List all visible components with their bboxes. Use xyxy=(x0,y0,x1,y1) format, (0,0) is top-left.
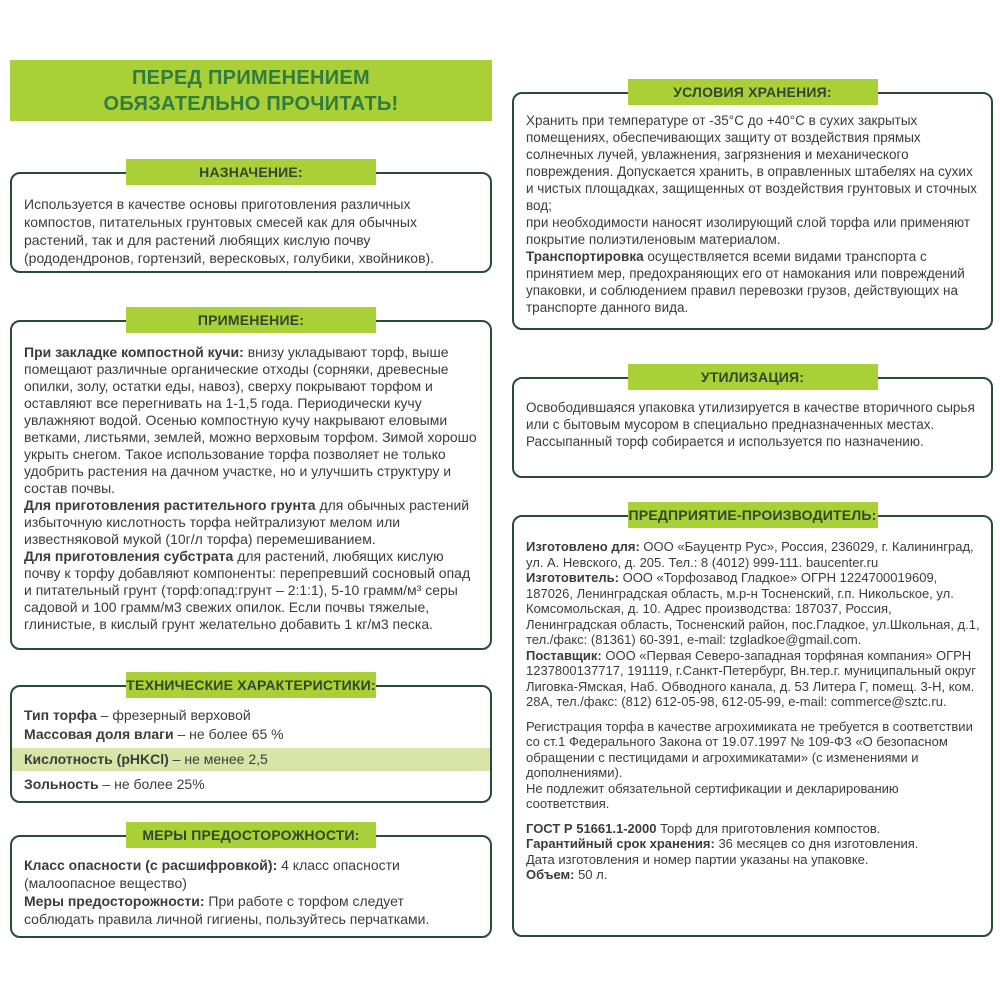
spacer xyxy=(526,812,981,821)
paragraph: Используется в качестве основы приготовления различных компостов, питательных грунтовых смесей как для обычных растений, так и для растений любящих кислую почву (рододендронов, гортензий, вересковых, голубики, хвойников). xyxy=(24,196,435,266)
section-precautions-label: МЕРЫ ПРЕДОСТОРОЖНОСТИ: xyxy=(126,822,376,848)
paragraph: ГОСТ Р 51661.1-2000 Торф для приготовления компостов. xyxy=(526,820,881,836)
paragraph: Не подлежит обязательной сертификации и декларированию соответствия. xyxy=(526,780,899,811)
section-storage-conditions-label: УСЛОВИЯ ХРАНЕНИЯ: xyxy=(628,79,878,105)
section-manufacturer xyxy=(512,507,993,937)
section-manufacturer-content xyxy=(514,517,991,935)
paragraph: Изготовитель: ООО «Торфозавод Гладкое» ОГРН 1224700019609, 187026, Ленинградская область, м.р-н Тосненский, г.п. Никольское, ул. Комсомольская, д. 10. Адрес производства: 187037, Россия, Ленинградская область, Тосненский район, пос.Гладкое, ул.Школьная, д.1, тел./факс: (81361) 60-391, e-mail: tzgladkoe@gmail.com. xyxy=(526,570,980,647)
paragraph: Освободившаяся упаковка утилизируется в качестве вторичного сырья или с бытовым мусором в специально предназначенных местах. Рассыпанный торф собирается и используется по назначению. xyxy=(526,400,975,449)
paragraph: Тип торфа – фрезерный верховой xyxy=(24,707,251,723)
section-purpose-content xyxy=(12,174,490,271)
paragraph: Меры предосторожности: При работе с торфом следует соблюдать правила личной гигиены, пользуйтесь перчатками. xyxy=(24,893,430,927)
banner-title-line2: ОБЯЗАТЕЛЬНО ПРОЧИТАТЬ! xyxy=(103,92,399,115)
section-application xyxy=(10,312,492,650)
paragraph: Массовая доля влаги – не более 65 % xyxy=(24,726,284,742)
section-technical-specs-label: ТЕХНИЧЕСКИЕ ХАРАКТЕРИСТИКИ: xyxy=(126,672,376,698)
section-disposal-content xyxy=(514,379,991,476)
section-manufacturer-label: ПРЕДПРИЯТИЕ-ПРОИЗВОДИТЕЛЬ: xyxy=(628,502,878,528)
section-purpose-label: НАЗНАЧЕНИЕ: xyxy=(126,159,376,185)
paragraph: Для приготовления растительного грунта для обычных растений избыточную кислотность торфа нейтрализуют мелом или известняковой мукой (10г/л торфа) перемешиванием. xyxy=(24,497,470,547)
paragraph: Регистрация торфа в качестве агрохимиката не требуется в соответствии со ст.1 Федерального Закона от 19.07.1997 № 109-ФЗ «О безопасном обращении с пестицидами и агрохимикатами» (с изменениями и дополнениями). xyxy=(526,718,973,780)
paragraph: Гарантийный срок хранения: 36 месяцев со дня изготовления. xyxy=(526,836,919,851)
paragraph: Класс опасности (с расшифровкой): 4 класс опасности (малоопасное вещество) xyxy=(24,857,400,891)
section-storage-conditions-content xyxy=(514,94,991,328)
paragraph: Хранить при температуре от -35°C до +40°C в сухих закрытых помещениях, обеспечивающих защиту от воздействия прямых солнечных лучей, увлажнения, загрязнения и механического повреждения. Допускается хранить, в оправленных штабелях на сухих и чистых площадках, защищенных от воздействия грунтовых и сточных вод; xyxy=(526,113,977,213)
paragraph: Изготовлено для: ООО «Бауцентр Рус», Россия, 236029, г. Калининград, ул. А. Невского, д. 205. Тел.: 8 (4012) 999-111. baucenter.ru xyxy=(526,539,974,570)
section-storage-conditions xyxy=(512,84,993,330)
paragraph: Кислотность (pHKCl) – не менее 2,5 xyxy=(12,748,490,771)
section-precautions-content xyxy=(12,837,490,936)
paragraph: Для приготовления субстрата для растений, любящих кислую почву к торфу добавляют компоненты: перепревший сосновый опад и питательный грунт (торф:опад:грунт – 2:1:1), 5-10 грамм/м³ серы садовой и 100 грамм/м3 свежих опилок. Если почвы тяжелые, глинистые, в кислый грунт желательно добавить 1 кг/м3 песка. xyxy=(24,548,471,632)
section-application-label: ПРИМЕНЕНИЕ: xyxy=(126,307,376,333)
read-before-use-banner xyxy=(10,60,492,121)
paragraph: Транспортировка осуществляется всеми видами транспорта с принятием мер, предохраняющих его от намокания или повреждений упаковки, и соблюдением правил перевозки грузов, действующих на транспорте данного вида. xyxy=(526,249,965,315)
section-precautions xyxy=(10,827,492,938)
paragraph: Объем: 50 л. xyxy=(526,867,608,882)
paragraph: Зольность – не более 25% xyxy=(24,776,205,792)
section-disposal xyxy=(512,369,993,478)
section-technical-specs xyxy=(10,677,492,803)
section-application-content xyxy=(12,322,490,648)
paragraph: Поставщик: ООО «Первая Северо-западная торфяная компания» ОГРН 1237800137717, 191119, г.Санкт-Петербург, Вн.тер.г. муниципальный округ Лиговка-Ямская, Наб. Обводного канала, д. 53 Литера Г, помещ. 3-Н, ком. 28А, тел./факс: (812) 612-05-98, 612-05-99, e-mail: commerce@sztc.ru. xyxy=(526,647,976,709)
paragraph: Дата изготовления и номер партии указаны на упаковке. xyxy=(526,851,869,867)
spacer xyxy=(526,710,981,719)
banner-title-line1: ПЕРЕД ПРИМЕНЕНИЕМ xyxy=(132,66,370,89)
section-technical-specs-content xyxy=(12,687,490,801)
paragraph: При закладке компостной кучи: внизу укладывают торф, выше помещают различные органические отходы (сорняки, древесные опилки, золу, остатки еды, навоз), сверху покрывают торфом и оставляют все перегнивать на 1-1,5 года. Периодически кучу увлажняют водой. Осенью компостную кучу накрывают еловыми ветками, листьями, землей, можно верховым торфом. Зимой хорошо укрыть снегом. Такое использование торфа позволяет не только удобрить растения на дачном участке, но и улучшить структуру и состав почвы. xyxy=(24,344,477,496)
section-disposal-label: УТИЛИЗАЦИЯ: xyxy=(628,364,878,390)
paragraph: при необходимости наносят изолирующий слой торфа или применяют покрытие полиэтиленовым материалом. xyxy=(526,215,971,247)
section-purpose xyxy=(10,164,492,273)
